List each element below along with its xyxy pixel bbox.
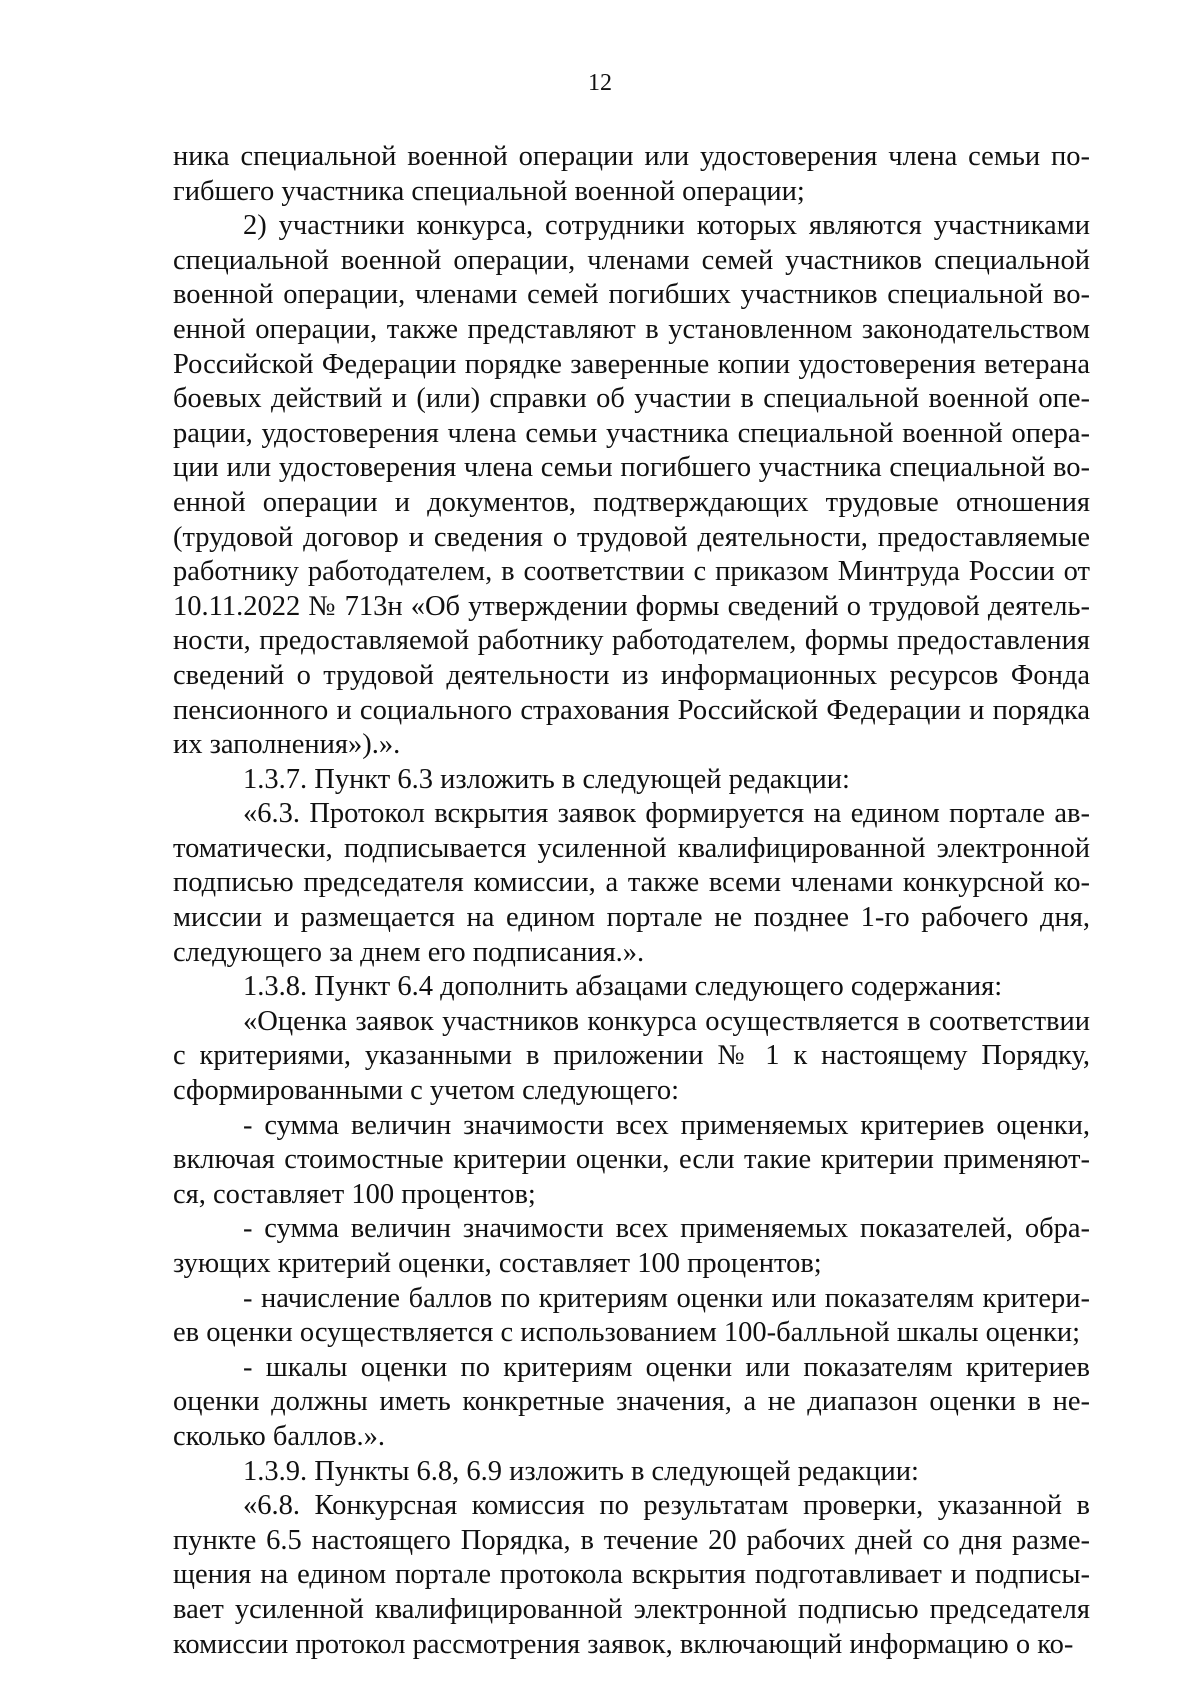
paragraph-8: - сумма величин значимости всех применяемых показателей, образующих критерий оценки, составляет 100 процентов; bbox=[173, 1213, 1090, 1279]
paragraph-5: 1.3.8. Пункт 6.4 дополнить абзацами следующего содержания: bbox=[243, 971, 1003, 1003]
paragraph-1: ника специальной военной операции или удостоверения члена семьи погибшего участника специальной военной операции; bbox=[173, 141, 1090, 207]
paragraph-7: - сумма величин значимости всех применяемых критериев оценки, включая стоимостные критерии оценки, если такие критерии применяются, составляет 100 процентов; bbox=[173, 1109, 1090, 1210]
paragraph-2: 2) участники конкурса, сотрудники которых являются участниками специальной военной операции, членами семей участников специальной военной операции, членами семей погибших участников специальной военной операции, также представляют в установленном законодательством Российской Федерации порядке заверенные копии удостоверения ветерана боевых действий и (или) справки об участии в специальной военной операции, удостоверения члена семьи участника специальной военной операции или удостоверения члена семьи погибшего участника специальной военной операции и документов, подтверждающих трудовые отношения (трудовой договор и сведения о трудовой деятельности, предоставляемые работнику работодателем, в соответствии с приказом Минтруда России от 10.11.2022 № 713н «Об утверждении формы сведений о трудовой деятельности, предоставляемой работнику работодателем, формы предоставления сведений о трудовой деятельности из информационных ресурсов Фонда пенсионного и социального страхования Российской Федерации и порядка их заполнения»).». bbox=[173, 210, 1090, 761]
paragraph-9: - начисление баллов по критериям оценки или показателям критериев оценки осуществляется с использованием 100-балльной шкалы оценки; bbox=[173, 1282, 1090, 1349]
paragraph-11: 1.3.9. Пункты 6.8, 6.9 изложить в следующей редакции: bbox=[243, 1455, 919, 1487]
paragraph-12: «6.8. Конкурсная комиссия по результатам проверки, указанной в пункте 6.5 настоящего Порядка, в течение 20 рабочих дней со дня размещения на едином портале протокола вскрытия подготавливает и подписывает усиленной квалифицированной электронной подписью председателя комиссии протокол рассмотрения заявок, включающий информацию о ко- bbox=[173, 1490, 1090, 1660]
paragraph-3: 1.3.7. Пункт 6.3 изложить в следующей редакции: bbox=[243, 763, 850, 795]
paragraph-6: «Оценка заявок участников конкурса осуществляется в соответствии с критериями, указанными в приложении № 1 к настоящему Порядку, сформированными с учетом следующего: bbox=[173, 1005, 1090, 1107]
paragraph-4: «6.3. Протокол вскрытия заявок формируется на едином портале автоматически, подписывается усиленной квалифицированной электронной подписью председателя комиссии, а также всеми членами конкурсной комиссии и размещается на едином портале не позднее 1-го рабочего дня, следующего за днем его подписания.». bbox=[173, 798, 1090, 968]
document-body bbox=[173, 140, 1090, 1662]
page-number: 12 bbox=[588, 70, 612, 96]
paragraph-10: - шкалы оценки по критериям оценки или показателям критериев оценки должны иметь конкретные значения, а не диапазон оценки в несколько баллов.». bbox=[173, 1351, 1090, 1452]
